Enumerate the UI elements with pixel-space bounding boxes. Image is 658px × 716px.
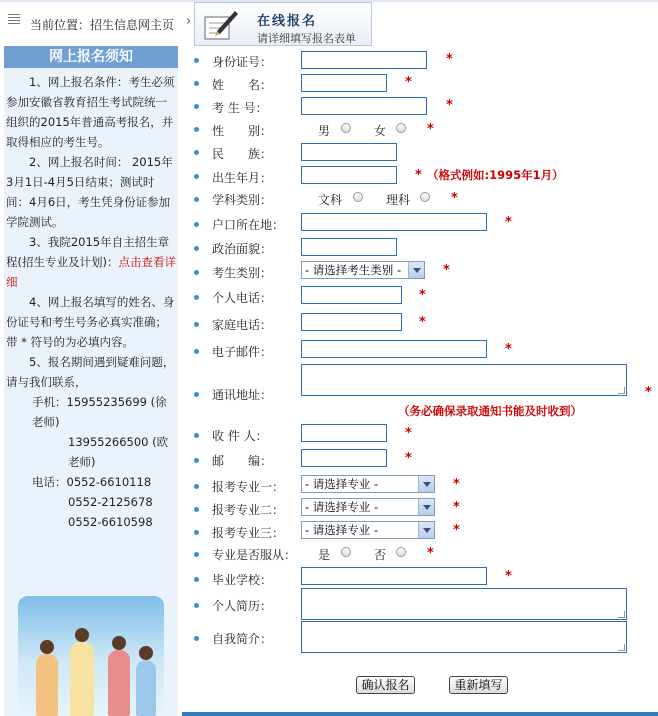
required-mark: *	[505, 215, 512, 230]
bullet-icon	[194, 270, 199, 275]
birth-label: 出生年月：	[212, 171, 273, 185]
notice-item-2: 2、网上报名时间： 2015年3月1日-4月5日结束；测试时间：4月6日，考生凭身份证参加学院测试。	[6, 155, 173, 229]
required-mark: *	[446, 98, 453, 113]
online-registration-tab	[194, 2, 372, 46]
home-phone-label: 家庭电话：	[212, 318, 273, 332]
bullet-icon	[194, 484, 199, 489]
candidate-type-label: 考生类别：	[212, 266, 273, 280]
arts-label: 文科	[318, 193, 343, 207]
major-3-select[interactable]	[301, 521, 435, 539]
bullet-icon	[194, 458, 199, 463]
address-hint: （务必确保录取通知书能及时收到）	[398, 404, 582, 418]
candidate-type-value: - 请选择考生类别 -	[305, 263, 402, 277]
page-subtitle: 请详细填写报名表单	[257, 32, 356, 45]
receiver-input[interactable]	[301, 424, 387, 442]
chevron-down-icon[interactable]	[418, 522, 434, 538]
registration-notice-panel	[4, 46, 178, 716]
gender-label: 性 别：	[212, 124, 273, 138]
required-mark: *	[446, 52, 453, 67]
bullet-icon	[194, 577, 199, 582]
bullet-icon	[194, 104, 199, 109]
no-label: 否	[374, 548, 387, 562]
name-input[interactable]	[301, 74, 387, 92]
nation-label: 民 族：	[212, 147, 273, 161]
reset-button[interactable]: 重新填写	[449, 676, 508, 694]
self-intro-label: 自我简介：	[212, 632, 273, 646]
school-label: 毕业学校：	[212, 573, 273, 587]
required-mark: *	[453, 523, 460, 538]
contact-phone-2: 0552-2125678	[68, 495, 153, 509]
resume-textarea[interactable]	[301, 588, 627, 620]
hukou-input[interactable]	[301, 213, 487, 231]
notice-item-3-text: 3、我院2015年自主招生章程(招生专业及计划)：	[6, 235, 170, 269]
required-mark: *	[505, 342, 512, 357]
bullet-icon	[194, 174, 199, 179]
obey-no-radio[interactable]	[396, 547, 406, 557]
postcode-label: 邮 编：	[212, 454, 273, 468]
politics-label: 政治面貌：	[212, 242, 273, 256]
required-mark: *	[405, 75, 412, 90]
id-number-input[interactable]	[301, 51, 427, 69]
candidate-type-select[interactable]	[301, 261, 425, 279]
resize-handle-icon[interactable]	[618, 387, 625, 394]
resize-handle-icon[interactable]	[618, 611, 625, 618]
notice-title: 网上报名须知	[4, 46, 178, 68]
bullet-icon	[194, 636, 199, 641]
required-mark: *	[645, 385, 652, 400]
required-mark: *	[505, 569, 512, 584]
required-mark: *	[419, 315, 426, 330]
bullet-icon	[194, 552, 199, 557]
personal-phone-label: 个人电话：	[212, 291, 273, 305]
chevron-down-icon[interactable]	[408, 262, 424, 278]
hukou-label: 户口所在地：	[212, 218, 285, 232]
subject-type-label: 学科类别：	[212, 193, 273, 207]
major-1-value: - 请选择专业 -	[305, 477, 379, 491]
contact-phone-1: 电话：0552-6610118	[32, 475, 152, 489]
id-number-label: 身份证号：	[212, 55, 273, 69]
required-mark: *	[427, 122, 434, 137]
bullet-icon	[194, 150, 199, 155]
politics-input[interactable]	[301, 238, 397, 256]
bullet-icon	[194, 295, 199, 300]
notice-item-1: 1、网上报名条件：考生必须参加安徽省教育招生考试院统一组织的2015年普通高考报名，并取得相应的考生号。	[6, 75, 175, 149]
male-radio[interactable]	[341, 123, 351, 133]
notice-item-5: 5、报名期间遇到疑难问题，请与我们联系，	[6, 355, 175, 389]
bullet-icon	[194, 197, 199, 202]
pen-paper-icon	[203, 9, 239, 41]
bullet-icon	[194, 392, 199, 397]
required-mark: *	[451, 191, 458, 206]
exam-number-input[interactable]	[301, 97, 427, 115]
receiver-label: 收 件 人：	[212, 429, 268, 443]
bullet-icon	[194, 322, 199, 327]
science-radio[interactable]	[420, 192, 430, 202]
bullet-icon	[194, 530, 199, 535]
breadcrumb: 当前位置：招生信息网主页	[30, 18, 175, 32]
view-details-link[interactable]: 点击查看详细	[6, 255, 176, 289]
self-intro-textarea[interactable]	[301, 621, 627, 653]
required-mark: *	[405, 451, 412, 466]
bullet-icon	[194, 349, 199, 354]
science-label: 理科	[386, 193, 411, 207]
name-label: 姓 名：	[212, 78, 273, 92]
required-mark: *	[405, 426, 412, 441]
home-phone-input[interactable]	[301, 313, 402, 331]
bullet-icon	[194, 246, 199, 251]
major-1-select[interactable]	[301, 475, 435, 493]
students-photo	[18, 596, 164, 716]
arts-radio[interactable]	[353, 192, 363, 202]
major-2-select[interactable]	[301, 498, 435, 516]
female-label: 女	[374, 124, 387, 138]
chevron-down-icon[interactable]	[418, 499, 434, 515]
contact-mobile-1: 手机：15955235699 (徐老师)	[32, 395, 167, 429]
birth-input[interactable]	[301, 166, 397, 184]
required-mark: *	[453, 477, 460, 492]
required-mark: *	[419, 288, 426, 303]
obey-adjustment-label: 专业是否服从：	[212, 548, 297, 562]
bullet-icon	[194, 507, 199, 512]
female-radio[interactable]	[396, 123, 406, 133]
address-label: 通讯地址：	[212, 388, 273, 402]
footer-divider	[182, 712, 658, 716]
birth-format-hint: （格式例如:1995年1月）	[427, 168, 564, 182]
resume-label: 个人简历：	[212, 599, 273, 613]
bullet-icon	[194, 127, 199, 132]
required-mark: *	[443, 263, 450, 278]
school-input[interactable]	[301, 567, 487, 585]
notice-item-4: 4、网上报名填写的姓名、身份证号和考生号务必真实准确；带 * 符号的为必填内容。	[6, 295, 175, 349]
bullet-icon	[194, 222, 199, 227]
required-mark: *	[453, 500, 460, 515]
major-1-label: 报考专业一：	[212, 480, 285, 494]
contact-mobile-2: 13955266500 (欧老师)	[68, 435, 169, 469]
bullet-icon	[194, 433, 199, 438]
bullet-icon	[194, 58, 199, 63]
required-mark: *	[415, 168, 422, 183]
email-input[interactable]	[301, 340, 487, 358]
postcode-input[interactable]	[301, 449, 387, 467]
bullet-icon	[194, 603, 199, 608]
resize-handle-icon[interactable]	[618, 644, 625, 651]
obey-yes-radio[interactable]	[341, 547, 351, 557]
address-textarea[interactable]	[301, 364, 627, 396]
personal-phone-input[interactable]	[301, 286, 402, 304]
email-label: 电子邮件：	[212, 345, 273, 359]
major-3-label: 报考专业三：	[212, 526, 285, 540]
breadcrumb-icon	[8, 14, 20, 24]
yes-label: 是	[318, 548, 331, 562]
page-title: 在线报名	[257, 14, 318, 29]
chevron-down-icon[interactable]	[418, 476, 434, 492]
male-label: 男	[318, 124, 331, 138]
required-mark: *	[427, 546, 434, 561]
submit-button[interactable]: 确认报名	[356, 676, 415, 694]
notice-item-3	[6, 232, 176, 292]
major-2-value: - 请选择专业 -	[305, 500, 379, 514]
bullet-icon	[194, 81, 199, 86]
chevron-right-icon: ›	[186, 14, 192, 29]
exam-number-label: 考 生 号：	[212, 101, 268, 115]
contact-phone-3: 0552-6610598	[68, 515, 153, 529]
major-2-label: 报考专业二：	[212, 503, 285, 517]
major-3-value: - 请选择专业 -	[305, 523, 379, 537]
nation-input[interactable]	[301, 143, 397, 161]
